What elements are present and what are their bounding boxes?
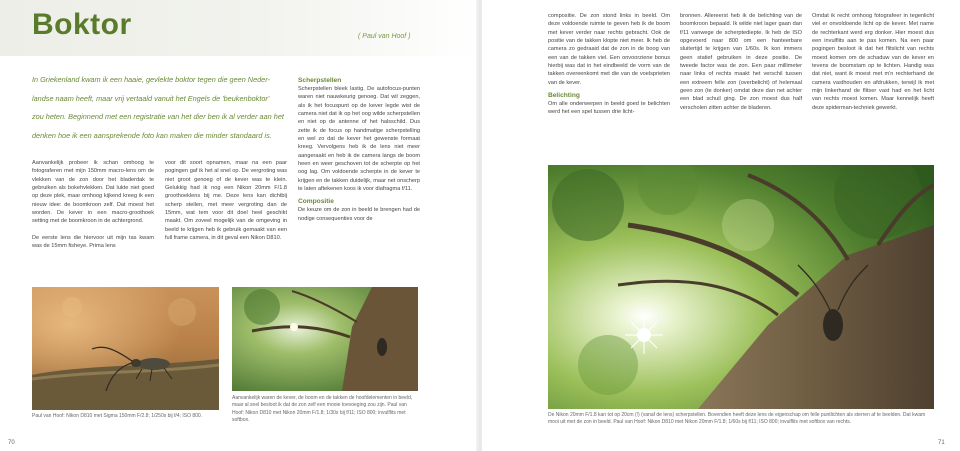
intro-line: In Griekenland kwam ik een haaie, gevlekte boktor tegen die geen Neder- xyxy=(32,75,270,84)
body-paragraph: De eerste lens die hiervoor uit mijn tas kwam was de 15mm fisheye. Prima lens xyxy=(32,234,154,250)
body-paragraph: compositie. De zon stond links in beeld. Om deze voldoende ruimte te geven heb ik de boom met kever verder naar rechts gebracht. Ook de positie van de takken klopte niet meer. Ik heb de camera zo gedraaid dat de zon in de boog van een van de takken viel. Een onvoorziene bonus hierbij was dat in het eindbeeld de vorm van de takken overeenkomt met die van de voelsprieten van de kever. xyxy=(548,13,670,86)
body-paragraph: Om alle onderwerpen in beeld goed te belichten werd het een spel tussen drie licht- xyxy=(548,101,670,116)
page-number-left: 70 xyxy=(8,440,15,446)
right-page xyxy=(482,0,960,451)
body-paragraph: Omdat ik recht omhoog fotografeer in tegenlicht viel er onvoldoende licht op de kever. Met name de rechterkant werd erg donker. Hier moest dus een invulflits aan te pas komen. Na een paar pogingen besloot ik dat het flitslicht van rechts moest komen om de schaduw van de kever en tevens de boomstam op te lichten. Handig was dat niet, want ik moest met m'n rechterhand de camera vasthouden en afdrukken, terwijl ik met mijn linkerhand de flitser vast had en het licht van rechts moest komen. Maar kennelijk heeft deze spiderman-techniek gewerkt. xyxy=(812,13,934,111)
right-column-1 xyxy=(548,12,670,117)
article-title: Boktor xyxy=(32,8,132,41)
left-column-2 xyxy=(165,159,287,242)
intro-line: landse naam heeft, maar vrij vertaald vanuit het Engels de 'beukenboktor' xyxy=(32,93,270,103)
body-paragraph: De keuze om de zon in beeld te brengen had de nodige consequenties voor de xyxy=(298,207,420,222)
body-paragraph: Aanvankelijk probeer ik schan omhoog te fotograferen met mijn 150mm macro-lens om de vlekken van de zon door het bladerdak te gebruiken als bokehvlekken. Dat lukte niet goed op deze plek, maar omhoog kijkend kreeg ik een nieuw idee: de boomkroon zelf. Dat moest het worden. De kever in een macro-groothoek setting met de boomkroon in de achtergrond. xyxy=(32,160,154,225)
left-column-3 xyxy=(298,76,420,223)
sunstar-tree-photo xyxy=(548,165,934,409)
left-page xyxy=(0,0,478,451)
section-heading-belichting: Belichting xyxy=(548,92,580,100)
photo-caption: Aanvankelijk waren de kever, de boom en de takken de hoofdelementen in beeld, maar al snel besloot ik dat de zon zelf een mooie toevoeging zou zijn. Paul van Hoof: Nikon D810 met Nikon 20mm F/1.8; 1/30s bij f/11; ISO 800; invulflits met softbox. xyxy=(232,395,413,424)
page-number-right: 71 xyxy=(938,440,945,446)
section-heading-compositie: Compositie xyxy=(298,198,334,206)
body-paragraph: bronnen. Allereerst heb ik de belichting van de boomkroon bepaald. Ik wilde niet lager gaan dan f/11 vanwege de scherptediepte. Ik heb de ISO opgevoerd naar 800 om een hanteerbare sluitertijd te krijgen van 1/60s. Ik kon immers geen statief gebruiken in deze positie. De tweede factor was de zon. Een paar millimeter naar links of rechts maakt het verschil tussen een extreem felle zon (overbelicht) of helemaal geen zon (te donker) omdat deze dan net achter een blad schuil ging. De zon moest dus half verscholen zitten achter de bladeren. xyxy=(680,13,802,111)
left-column-1 xyxy=(32,159,154,250)
section-heading-scherpstellen: Scherpstellen xyxy=(298,77,342,84)
intro-paragraph xyxy=(32,74,294,148)
tree-sun-photo xyxy=(232,287,418,391)
photo-caption: De Nikon 20mm F/1.8 kan tot op 20cm (!) (vanaf de lens) scherpstellen. Bovendien heeft deze lens de eigenschap om felle puntlichten als sterren af te beelden. Dat kwam mooi uit met de zon in beeld. Paul van Hoof: Nikon D810 met Nikon 20mm F/1.8; 1/60s bij f/11; ISO 800; invulflits met softbox van rechts. xyxy=(548,412,926,426)
beetle-closeup-photo xyxy=(32,287,219,410)
intro-line: denken hoe ik een aansprekende foto kan maken die minder standaard is. xyxy=(32,130,272,140)
body-paragraph: Scherpstellen bleek lastig. De autofocus-punten waren niet nauwkeurig genoeg. Dat wil zeggen, als ik het focuspunt op de kever legde wist de camera niet dat ik op het oog wilde scherpstellen en niet op de antenne of het halsschild. Dus zette ik de focus op handmatige scherpstelling en wel zo dat de kever het gewenste formaat kreeg. Vervolgens heb ik de lens niet meer aangeraakt en heb ik de camera langs de boom heen en weer geschoven tot de scherpte op het oog lag. Om voldoende scherpte in de kever te krijgen en de takken duidelijk, maar net onscherp te laten aftekenen koos ik voor diafragma f/11. xyxy=(298,86,420,193)
photo-caption: Paul van Hoof: Nikon D810 met Sigma 150mm F/2.8; 1/250s bij f/4; ISO 800. xyxy=(32,413,203,419)
author-credit: ( Paul van Hoof ) xyxy=(358,33,411,40)
intro-line: zou heten. Beginnend met een registratie van het dier ben ik al verder aan het xyxy=(32,112,284,121)
right-column-2 xyxy=(680,12,802,112)
right-column-3 xyxy=(812,12,934,112)
body-paragraph: voor dit soort opnamen, maar na een paar pogingen gaf ik het al snel op. De vergroting was niet groot genoeg of de kever was te klein. Gelukkig had ik nog een Nikon 20mm F/1.8 groothoeklens bij me. Deze lens kan dichtbij scherp stellen, met meer vergroting dan de 15mm, wat tem voor dit doel heel geschikt maakt. Om zoveel mogelijk van de omgeving in beeld te krijgen heb ik gebruik gemaakt van een full frame camera, in dit geval een Nikon D810. xyxy=(165,160,287,242)
